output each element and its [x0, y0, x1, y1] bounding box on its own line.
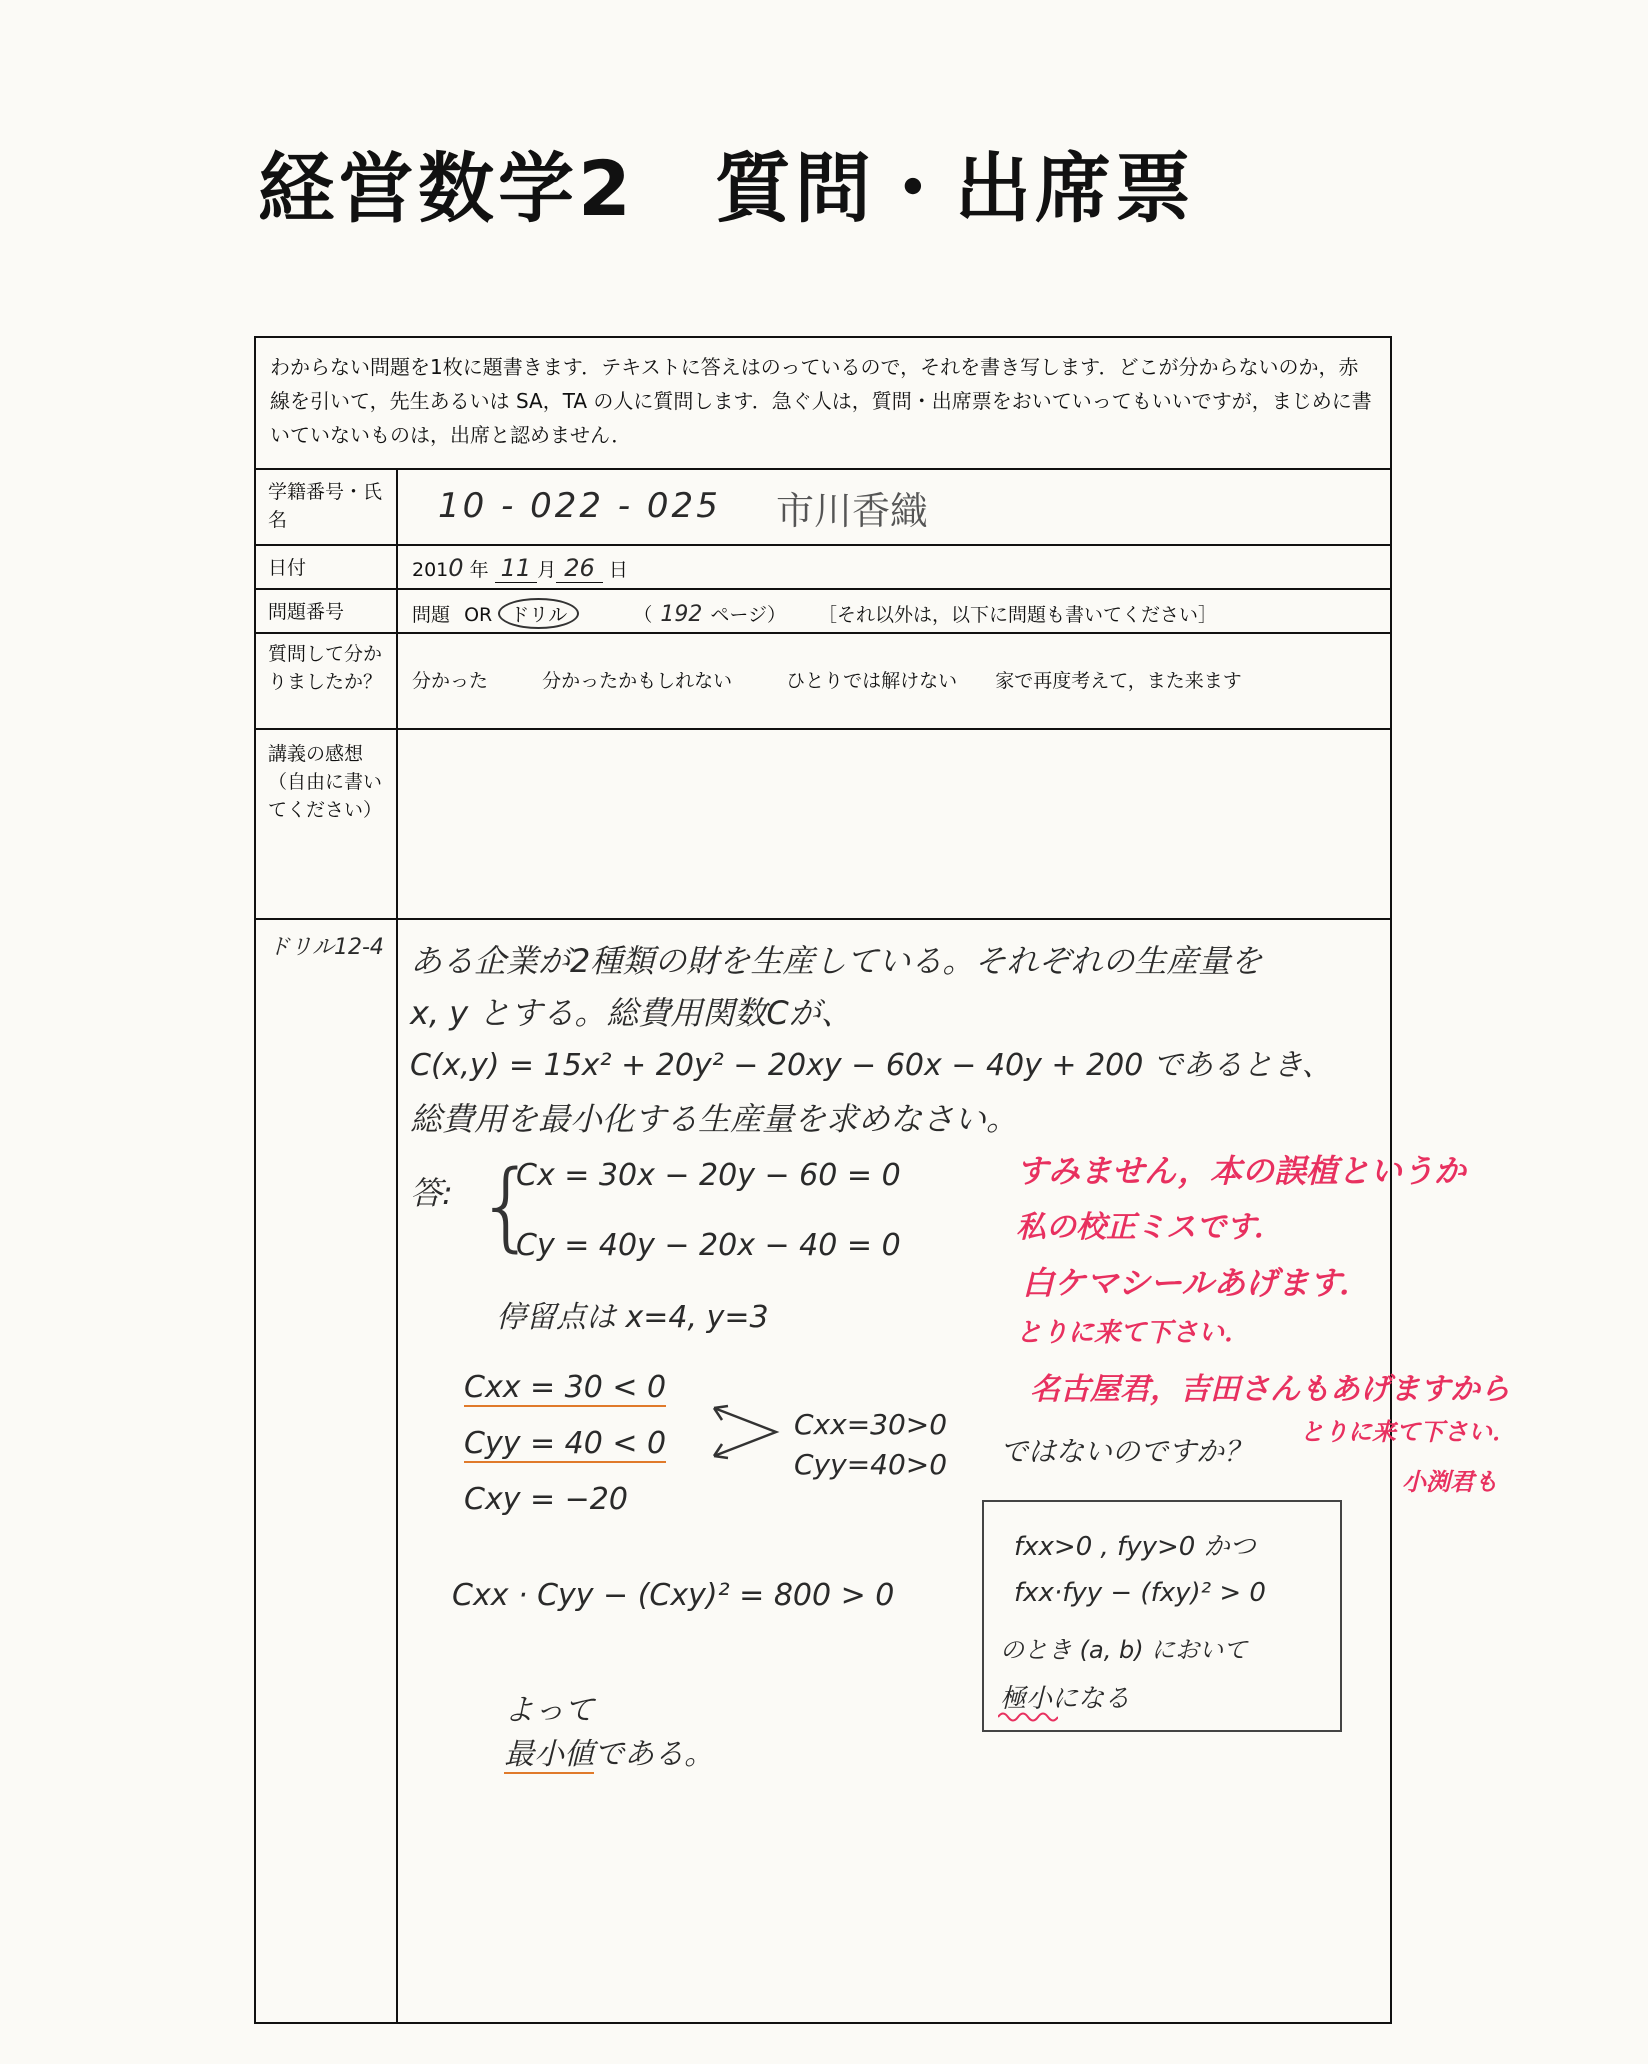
- box-line-4: 極小になる: [1000, 1684, 1131, 1714]
- option-cannot-solve[interactable]: ひとりでは解けない: [786, 670, 958, 692]
- conclusion-key: 最小値: [504, 1737, 595, 1772]
- wavy-underline: [998, 1710, 1058, 1724]
- problem-page-num: 192: [660, 602, 703, 627]
- answer-alt2: Cyy=40>0: [794, 1448, 948, 1481]
- brace: {: [476, 1150, 538, 1262]
- problem-note: ［それ以外は，以下に問題も書いてください］: [818, 604, 1218, 626]
- date-day: 26: [556, 554, 603, 583]
- problem-pages-close: ページ）: [710, 604, 786, 626]
- arrow-icon: [706, 1398, 786, 1468]
- answer-conclusion: [466, 1650, 714, 1808]
- impressions-label: 講義の感想（自由に書いてください）: [256, 730, 398, 918]
- date-prefix: 201: [412, 559, 449, 581]
- conclusion-post: である。: [594, 1737, 715, 1772]
- understood-label: 質問して分かりましたか？: [256, 634, 398, 728]
- date-month: 11: [495, 554, 538, 583]
- reply-line-5: 名古屋君，吉田さんもあげますから: [1030, 1372, 1510, 1407]
- problem-row: [256, 590, 1390, 634]
- problem-mondai: 問題: [412, 604, 451, 626]
- date-tsuki: 月: [537, 559, 557, 581]
- option-come-again[interactable]: 家で再度考えて，また来ます: [995, 670, 1242, 692]
- reply-line-6: とりに来て下さい．: [1300, 1418, 1516, 1446]
- reply-line-3: 白ケマシールあげます．: [1022, 1264, 1371, 1302]
- reply-line-1: すみません，本の誤植というか: [1016, 1152, 1466, 1190]
- answer-eq1: Cx = 30x − 20y − 60 = 0: [516, 1158, 901, 1193]
- date-row: [256, 546, 1390, 590]
- date-year-digit: 0: [448, 554, 464, 582]
- student-id: 10 - 022 - 025: [438, 486, 721, 526]
- answer-label: 答:: [410, 1174, 453, 1212]
- problem-label: 問題番号: [256, 590, 398, 632]
- reply-line-7: 小渕君も: [1402, 1468, 1498, 1496]
- option-maybe[interactable]: 分かったかもしれない: [542, 670, 733, 692]
- understood-options: [398, 634, 1390, 728]
- answer-eq2: Cy = 40y − 20x − 40 = 0: [516, 1228, 901, 1263]
- problem-or: OR: [464, 604, 493, 626]
- answer-question: ではないのですか？: [1000, 1435, 1253, 1468]
- reply-line-4: とりに来て下さい．: [1016, 1318, 1251, 1348]
- impressions-value[interactable]: [398, 730, 1390, 918]
- answer-alt1: Cxx=30>0: [794, 1408, 948, 1441]
- answer-hessian: Cxx · Cyy − (Cxy)² = 800 > 0: [452, 1578, 895, 1613]
- answer-cxy: Cxy = −20: [464, 1482, 628, 1517]
- problem-pages-open: （: [633, 604, 653, 626]
- date-label: 日付: [256, 546, 398, 588]
- date-hi: 日: [608, 559, 628, 581]
- instructions: わからない問題を1枚に題書きます．テキストに答えはのっているので，それを書き写します．どこが分からないのか，赤線を引いて，先生あるいは SA，TA の人に質問します．急ぐ人は，質問・出席票をおいていってもいいですが，まじめに書いていないものは，出席と認めません．: [256, 338, 1390, 470]
- drill-label: ドリル12-4: [256, 920, 398, 2022]
- page-title: 経営数学2 質問・出席票: [258, 144, 1195, 233]
- problem-line-3: C(x,y) = 15x² + 20y² − 20xy − 60x − 40y + 200 であるとき、: [410, 1048, 1332, 1083]
- box-line-3: のとき (a, b) において: [1000, 1636, 1248, 1664]
- theorem-box: [982, 1500, 1342, 1732]
- box-line-1: fxx>0 , fyy>0 かつ: [1014, 1532, 1256, 1562]
- student-label: 学籍番号・氏名: [256, 470, 398, 544]
- option-understood[interactable]: 分かった: [412, 670, 489, 692]
- impressions-row: [256, 730, 1390, 920]
- problem-value[interactable]: [398, 590, 1390, 632]
- box-line-2: fxx·fyy − (fxy)² > 0: [1014, 1578, 1266, 1608]
- answer-cxx: Cxx = 30 < 0: [464, 1370, 667, 1405]
- student-value[interactable]: [398, 470, 1390, 544]
- student-name: 市川香織: [776, 489, 929, 533]
- conclusion-pre: よって: [504, 1693, 595, 1728]
- answer-stationary: 停留点は x=4, y=3: [496, 1300, 769, 1335]
- date-nen: 年: [469, 559, 489, 581]
- problem-drill: ドリル: [498, 598, 579, 629]
- student-row: [256, 470, 1390, 546]
- understood-row: [256, 634, 1390, 730]
- reply-line-2: 私の校正ミスです．: [1016, 1210, 1284, 1245]
- date-value[interactable]: [398, 546, 1390, 588]
- problem-line-4: 総費用を最小化する生産量を求めなさい。: [410, 1100, 1019, 1138]
- answer-cyy: Cyy = 40 < 0: [464, 1426, 667, 1461]
- problem-line-1: ある企業が2種類の財を生産している。それぞれの生産量を: [410, 942, 1263, 980]
- problem-line-2: x, y とする。総費用関数Cが、: [410, 994, 853, 1032]
